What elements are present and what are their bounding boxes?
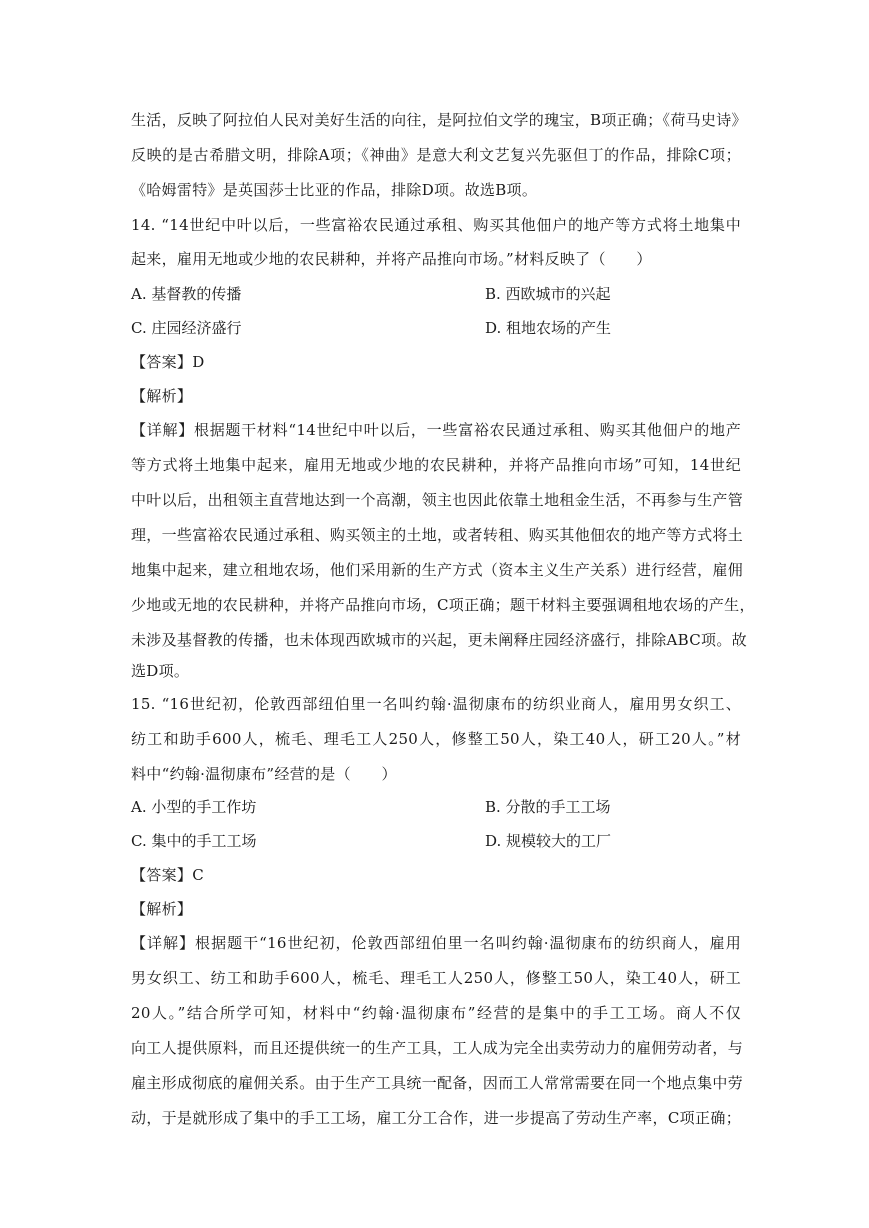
q14-stem-line-1: 14. “14世纪中叶以后，一些富裕农民通过承租、购买其他佃户的地产等方式将土地集中	[131, 216, 741, 234]
q15-answer-value: C	[192, 866, 204, 884]
q14-answer-value: D	[192, 353, 205, 371]
q14-detail-line-7: 未涉及基督教的传播，也未体现西欧城市的兴起，更未阐释庄园经济盛行，排除ABC项。故	[131, 631, 747, 649]
q15-detail-line-5: 雇主形成彻底的雇佣关系。由于生产工具统一配备，因而工人常常需要在同一个地点集中劳	[131, 1074, 744, 1092]
q15-option-d: D. 规模较大的工厂	[485, 832, 612, 850]
q15-detail-line-3: 20人。”结合所学可知，材料中“约翰·温彻康布”经营的是集中的手工工场。商人不仅	[131, 1004, 741, 1022]
q14-detail-line-5: 地集中起来，建立租地农场，他们采用新的生产方式（资本主义生产关系）进行经营，雇佣	[131, 561, 744, 579]
q15-stem-line-2: 纺工和助手600人，梳毛、理毛工人250人，修整工50人，染工40人，研工20人。”材	[131, 730, 741, 748]
q14-option-d: D. 租地农场的产生	[485, 319, 612, 337]
q15-detail-line-6: 动，于是就形成了集中的手工工场，雇工分工合作，进一步提高了劳动生产率，C项正确；	[131, 1109, 741, 1127]
q14-detail-line-4: 理，一些富裕农民通过承租、购买领主的土地，或者转租、购买其他佃农的地产等方式将土	[131, 526, 744, 544]
q14-option-b: B. 西欧城市的兴起	[485, 285, 611, 303]
q14-analysis-label: 【解析】	[131, 387, 193, 405]
q15-answer-label: 【答案】	[131, 866, 193, 884]
q14-answer-label: 【答案】	[131, 353, 193, 371]
q15-option-c: C. 集中的手工工场	[131, 832, 257, 850]
prev-explanation-line-3: 《哈姆雷特》是英国莎士比亚的作品，排除D项。故选B项。	[131, 181, 538, 199]
q15-answer	[131, 865, 741, 885]
q14-stem-line-2: 起来，雇用无地或少地的农民耕种，并将产品推向市场。”材料反映了（ ）	[131, 250, 652, 268]
prev-explanation-line-1: 生活，反映了阿拉伯人民对美好生活的向往，是阿拉伯文学的瑰宝，B项正确；《荷马史诗》	[131, 111, 747, 129]
q14-answer	[131, 352, 741, 372]
prev-explanation-line-2: 反映的是古希腊文明，排除A项；《神曲》是意大利文艺复兴先驱但丁的作品，排除C项；	[131, 146, 741, 164]
q15-stem-line-3: 料中“约翰·温彻康布”经营的是（ ）	[131, 765, 397, 783]
q15-option-b: B. 分散的手工工场	[485, 798, 611, 816]
q15-detail-line-2: 男女织工、纺工和助手600人，梳毛、理毛工人250人，修整工50人，染工40人，研工	[131, 969, 741, 987]
q14-option-a: A. 基督教的传播	[131, 285, 242, 303]
q15-stem-line-1: 15. “16世纪初，伦敦西部纽伯里一名叫约翰·温彻康布的纺织业商人，雇用男女织工、	[131, 695, 741, 713]
q15-option-a: A. 小型的手工作坊	[131, 798, 257, 816]
q14-option-c: C. 庄园经济盛行	[131, 319, 242, 337]
q15-detail-line-1: 【详解】根据题干“16世纪初，伦敦西部纽伯里一名叫约翰·温彻康布的纺织商人，雇用	[131, 934, 741, 952]
q14-detail-line-1: 【详解】根据题干材料“14世纪中叶以后，一些富裕农民通过承租、购买其他佃户的地产	[131, 421, 741, 439]
q15-detail-line-4: 向工人提供原料，而且还提供统一的生产工具，工人成为完全出卖劳动力的雇佣劳动者，与	[131, 1039, 744, 1057]
q15-analysis-label: 【解析】	[131, 900, 193, 918]
q14-detail-line-8: 选D项。	[131, 662, 190, 680]
q14-detail-line-3: 中叶以后，出租领主直营地达到一个高潮，领主也因此依靠土地租金生活，不再参与生产管	[131, 491, 744, 509]
q14-detail-line-6: 少地或无地的农民耕种，并将产品推向市场，C项正确；题干材料主要强调租地农场的产生，	[131, 596, 755, 614]
q14-detail-line-2: 等方式将土地集中起来，雇用无地或少地的农民耕种，并将产品推向市场”可知，14世纪	[131, 456, 741, 474]
